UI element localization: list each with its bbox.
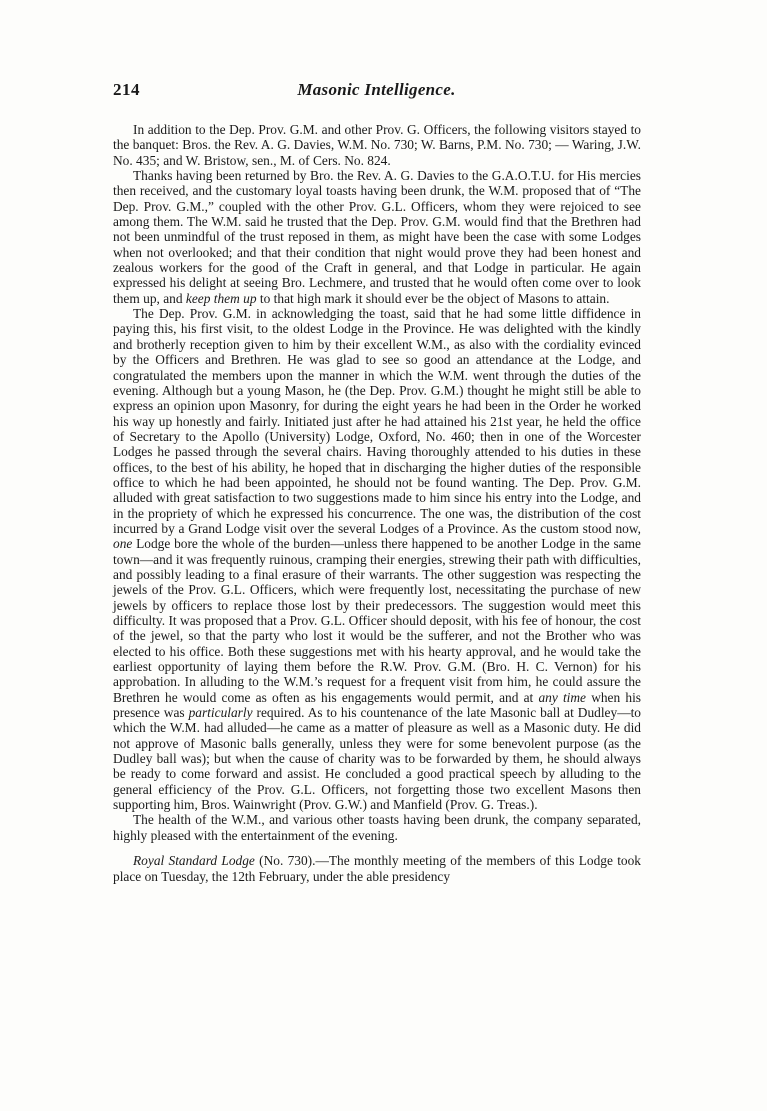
italic-run: one (113, 536, 133, 552)
text-run: Thanks having been returned by Bro. the Rev. A. G. Davies to the G.A.O.T.U. for His mercies then received, and the customary loyal toasts having been drunk, the W.M. proposed that of “The Dep. Prov. G.M.,” coupled with the other Prov. G.L. Officers, whom they were rejoiced to see among them. The W.M. said he trusted that the Dep. Prov. G.M. would find that the Brethren had not been unmindful of the trust reposed in them, as might have been the case with some Lodges when not overlooked; and that their condition that night would prove they had been honest and zealous workers for the good of the Craft in general, and that Lodge in particular. He again expressed his delight at seeing Bro. Lechmere, and trusted that he would often come over to look them up, and (113, 168, 641, 306)
text-run: to that high mark it should ever be the object of Masons to attain. (256, 290, 610, 306)
text-run: Lodge bore the whole of the burden—unless there happened to be another Lodge in the same town—and it was frequently ruinous, cramping their energies, strewing their path with difficulties, and possibly leading to a final erasure of their warrants. The other suggestion was respecting the jewels of the Prov. G.L. Officers, which were frequently lost, necessitating the purchase of new jewels by officers to replace those lost by their predecessors. The suggestion would meet this difficulty. It was proposed that a Prov. G.L. Officer should deposit, with his fee of honour, the cost of the jewel, so that the party who lost it would be the sufferer, and not the Brother who was elected to his office. Both these suggestions met with his hearty approval, and he would take the earliest opportunity of laying them before the R.W. Prov. G.M. (Bro. H. C. Vernon) for his approbation. In alluding to the W.M.’s request for a frequent visit from him, he could assure the Brethren he would come as often as his engagements would permit, and at (113, 536, 641, 705)
paragraph-royal-standard-lodge (113, 853, 641, 884)
running-head (113, 80, 640, 104)
paragraph-company-separated (113, 812, 641, 843)
text-run: In addition to the Dep. Prov. G.M. and other Prov. G. Officers, the following visitors stayed to the banquet: Bros. the Rev. A. G. Davies, W.M. No. 730; W. Barns, P.M. No. 730; — Waring, J.W. No. 435; and W. Bristow, sen., M. of Cers. No. 824. (113, 122, 641, 168)
paragraph-dep-prov-gm-reply (113, 306, 641, 812)
italic-run: any time (538, 689, 587, 705)
italic-run: Royal Standard Lodge (133, 853, 255, 869)
paragraph-thanks-and-toasts (113, 168, 641, 306)
italic-run: keep them up (185, 290, 257, 306)
text-run: required. As to his countenance of the late Masonic ball at Dudley—to which the W.M. had alluded—he came as a matter of pleasure as well as a Masonic duty. He did not approve of Masonic balls generally, unless they were for some benevolent purpose (as the Dudley ball was); but when the cause of charity was to be forwarded by them, he should always be ready to come forward and assist. He concluded a good practical speech by alluding to the general efficiency of the Prov. G.L. Officers, not forgetting those two excellent Masons then supporting him, Bros. Wainwright (Prov. G.W.) and Manfield (Prov. G. Treas.). (113, 705, 642, 813)
text-run: when his presence was (113, 689, 642, 721)
text-run: The health of the W.M., and various other toasts having been drunk, the company separated, highly pleased with the entertainment of the evening. (113, 812, 641, 843)
text-run: The Dep. Prov. G.M. in acknowledging the toast, said that he had some little diffidence in paying this, his first visit, to the oldest Lodge in the Province. He was delighted with the kindly and brotherly reception given to him by their excellent W.M., as also with the cordiality evinced by the Officers and Brethren. He was glad to see so good an attendance at the Lodge, and congratulated the members upon the manner in which the W.M. went through the duties of the evening. Although but a young Mason, he (the Dep. Prov. G.M.) thought he might still be able to express an opinion upon Masonry, for during the eight years he had been in the Order he worked his way up honestly and fairly. Initiated just after he had attained his 21st year, he held the office of Secretary to the Apollo (University) Lodge, Oxford, No. 460; then in one of the Worcester Lodges he passed through the several chairs. Having thoroughly attended to his duties in these offices, to the best of his ability, he hoped that in discharging the higher duties of the responsible office to which he had been appointed, he should not be found wanting. The Dep. Prov. G.M. alluded with great satisfaction to two suggestions made to him since his entry into the Lodge, and in the propriety of which he expressed his concurrence. The one was, the distribution of the cost incurred by a Grand Lodge visit over the several Lodges of a Province. As the custom stood now, (113, 306, 641, 536)
journal-title: Masonic Intelligence. (297, 80, 456, 99)
article-body (113, 122, 641, 884)
italic-run: particularly (188, 705, 253, 721)
paragraph-visitors (113, 122, 641, 168)
text-run: (No. 730).—The monthly meeting of the members of this Lodge took place on Tuesday, the 12th February, under the able presidency (113, 853, 641, 884)
page-number: 214 (113, 80, 140, 99)
